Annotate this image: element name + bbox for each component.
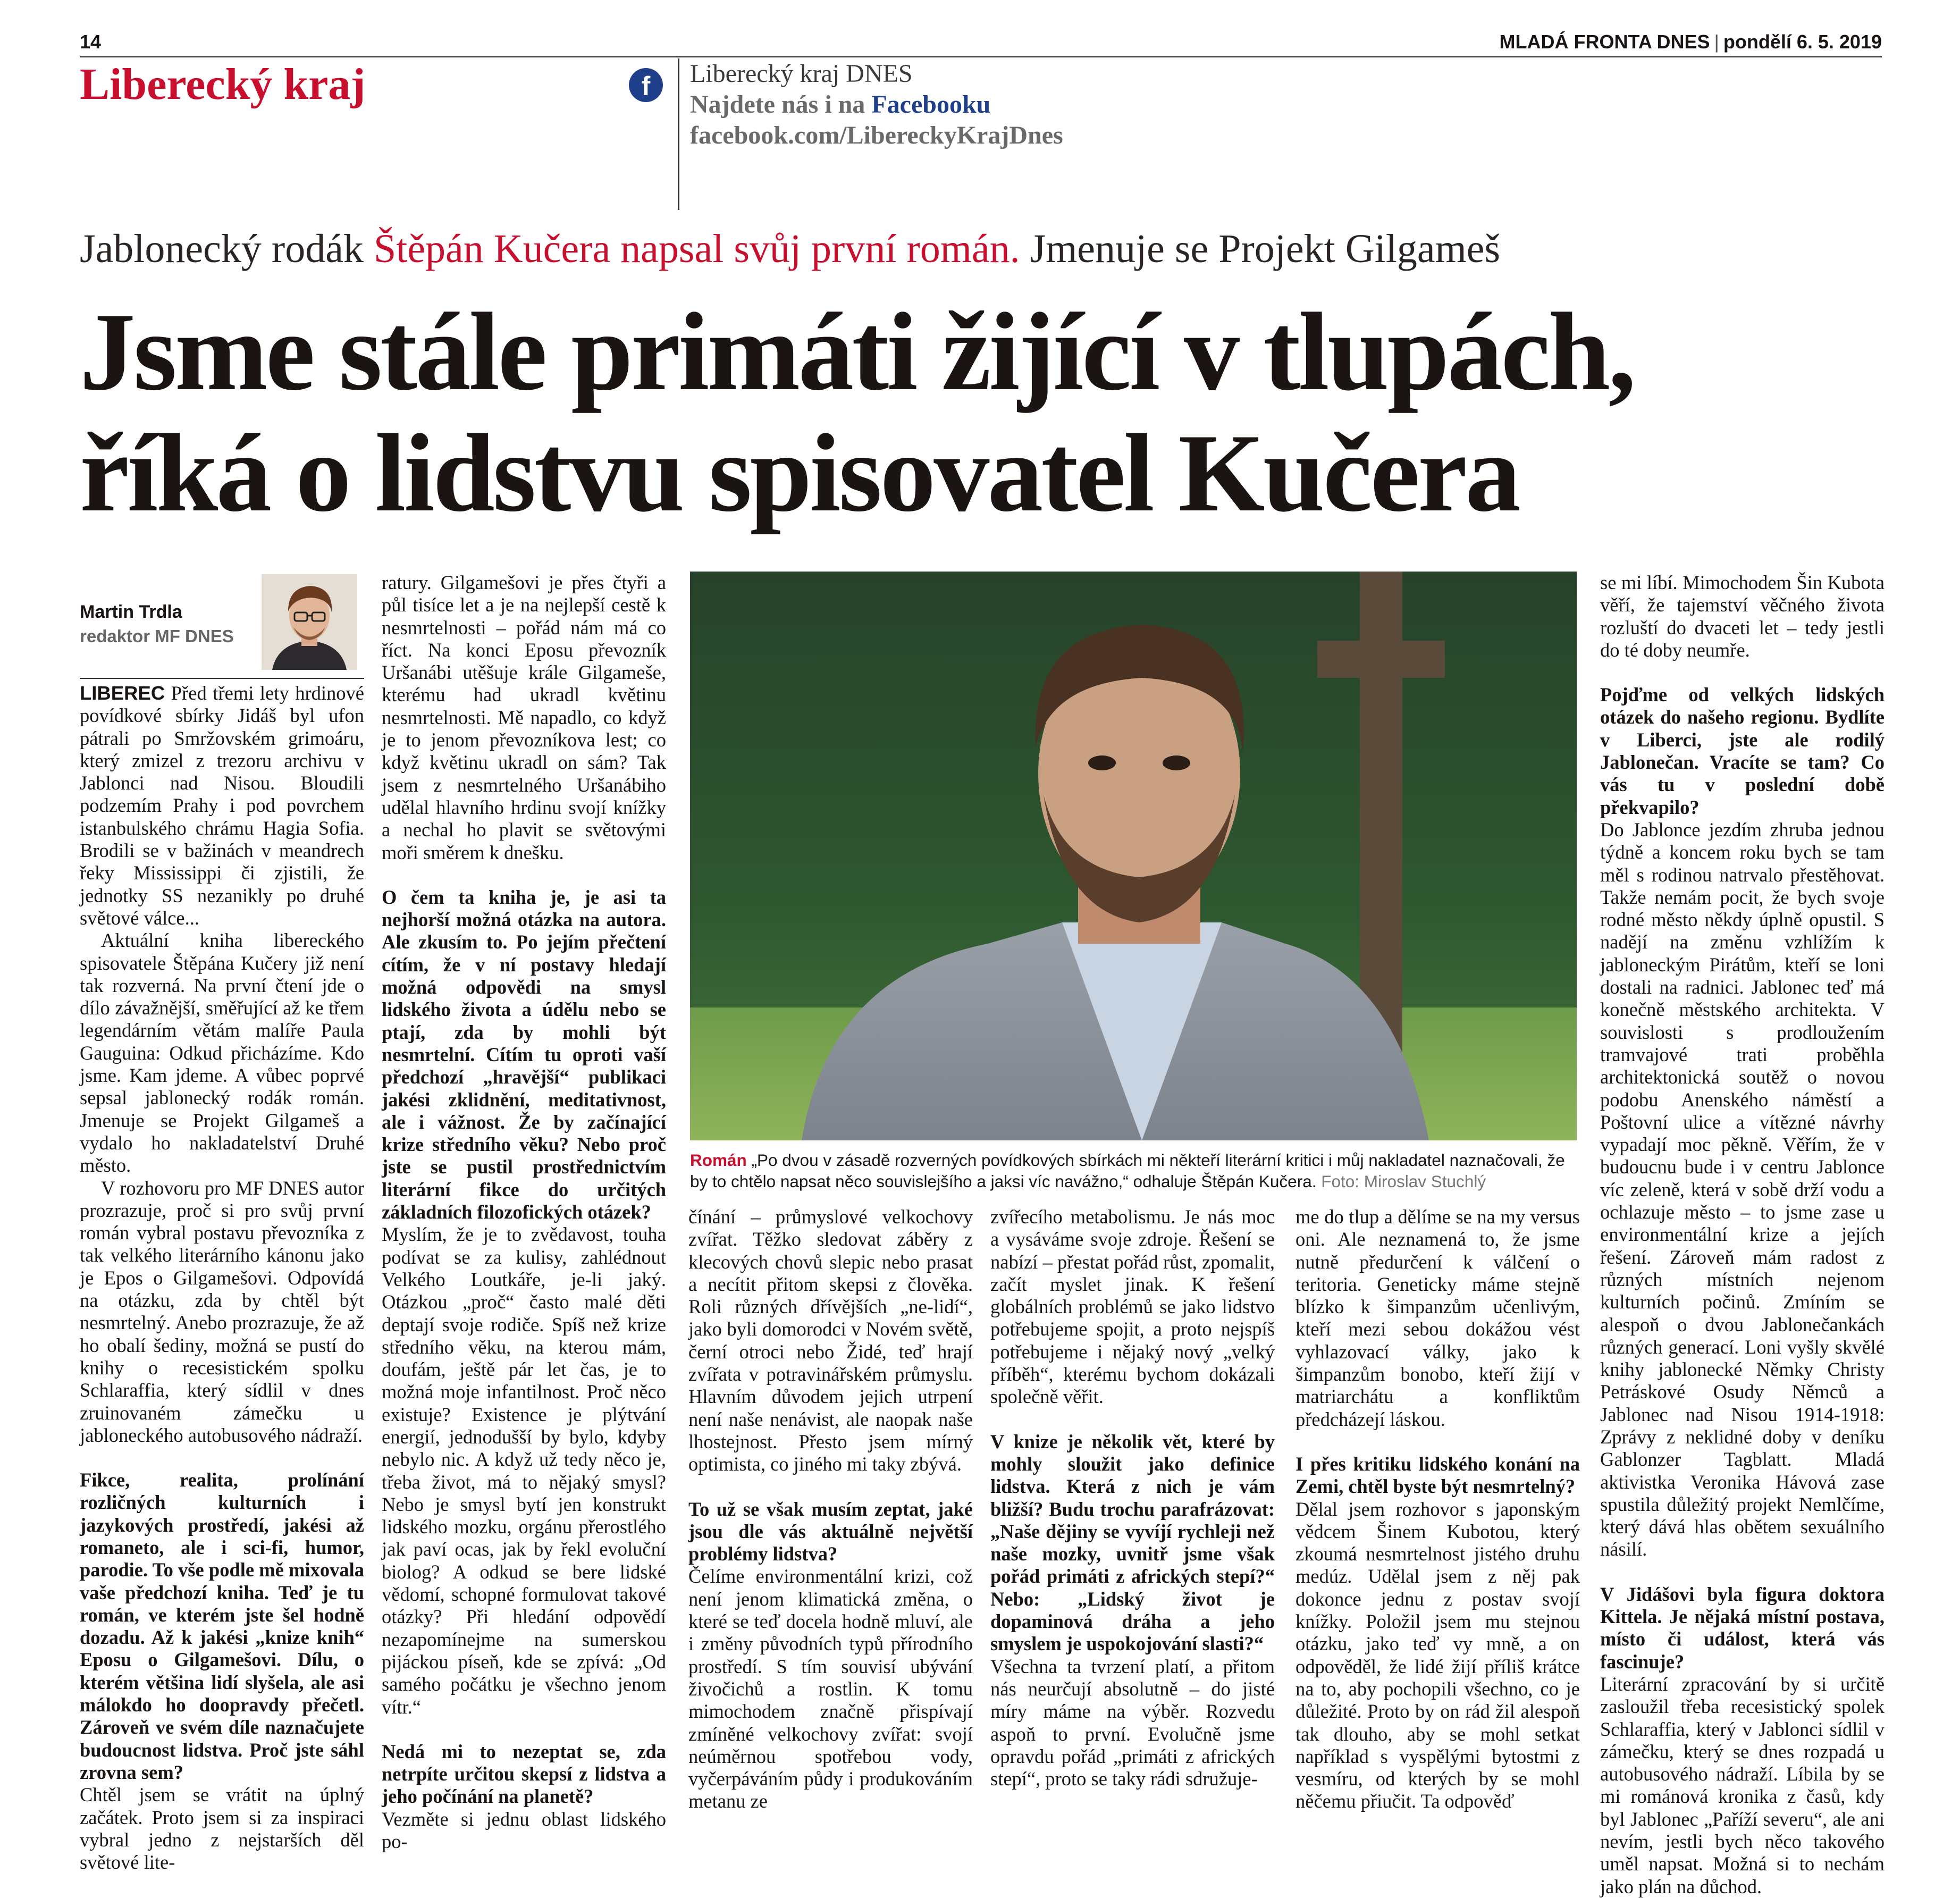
byline-rule — [80, 678, 364, 679]
author-photo — [262, 574, 357, 670]
facebook-promo-line — [690, 89, 1063, 120]
article-column-1 — [80, 682, 364, 1874]
paragraph: V rozhovoru pro MF DNES autor prozrazuje, proč si pro svůj první román vybral postavu převozníka z tak velkého literárního kánonu jako je Epos o Gilgamešovi. Odpovídá na otázku, zda by chtěl být nesmrtelný. Anebo prozrazuje, že až ho obalí šediny, možná se pustí do knihy o recesistickém spolku Schlaraffia, který sídlil v dnes zruinovaném zámečku u jabloneckého autobusového nádraží. — [80, 1177, 364, 1446]
interview-answer: čínání – průmyslové velkochovy zvířat. Těžko sledovat záběry z klecových chovů slepic nebo prasat a necítit přitom skepsi z člověka. Roli různých dřívějších „ne-lidí“, jako byli domorodci v Novém světě, černí otroci nebo Židé, teď hrají zvířata v potravinářském průmyslu. Hlavním důvodem jejich utrpení není naše nenávist, ale naopak naše lhostejnost. Přesto jsem mírný optimista, co jiného mi taky zbývá. — [688, 1206, 973, 1475]
main-photo — [690, 572, 1577, 1140]
headline — [80, 291, 1887, 534]
interview-answer: Čelíme environmentální krizi, což není jenom klimatická změna, o které se teď docela hodně mluví, ale i změny původních typů přírodního prostředí. S tím souvisí ubývání živočichů a rostlin. K tomu mimochodem značně přispívají zmíněné velkochovy zvířat: svojí neúměrnou spotřebou vody, vyčerpáváním půdy i produkováním metanu ze — [688, 1565, 973, 1812]
article-column-2 — [382, 572, 666, 1853]
article-column-3 — [688, 1206, 973, 1813]
kicker-highlight: Štěpán Kučera napsal svůj první román. — [373, 226, 1020, 271]
portrait-photo — [690, 572, 1577, 1140]
paragraph-text: Před třemi lety hrdinové povídkové sbírky Jidáš byl ufon pátrali po Smržovském grimoáru, který zmizel z trezoru archivu v Jablonci nad Nisou. Bloudili podzemím Prahy i pod povrchem istanbulského chrámu Hagia Sofia. Brodili se v bažinách v meandrech řeky Mississippi či zjistili, že jednotky SS nezanikly po druhé světové válce... — [80, 682, 364, 929]
facebook-url: facebook.com/LibereckyKrajDnes — [690, 121, 1063, 149]
facebook-icon: f — [629, 68, 663, 102]
author-role: redaktor MF DNES — [80, 626, 234, 646]
headline-line: říká o lidstvu spisovatel Kučera — [80, 411, 1519, 535]
article-column-5 — [1296, 1206, 1580, 1813]
section-title: Liberecký kraj — [80, 60, 366, 109]
divider — [678, 58, 679, 210]
caption-text: „Po dvou v zásadě rozverných povídkových sbírkách mi někteří literární kritici i můj nakladatel naznačovali, že by to chtělo napsat něco souvislejšího a jaksi víc navážno,“ odhaluje Štěpán Kučera. — [690, 1150, 1565, 1191]
interview-question: Fikce, realita, prolínání rozličných kulturních i jazykových prostředí, jakési až romaneto, ale i sci-fi, humor, parodie. To vše podle mě mixovala vaše předchozí kniha. Teď je tu román, ve kterém jste šel hodně dozadu. Až k jakési „knize knih“ Eposu o Gilgamešovi. Dílu, o kterém většina lidí slyšela, ale asi málokdo ho doopravdy přečetl. Zároveň ve svém díle naznačujete budoucnost lidstva. Proč jste sáhl zrovna sem? — [80, 1469, 364, 1783]
page-number: 14 — [80, 31, 102, 53]
kicker-start: Jablonecký rodák — [80, 226, 374, 271]
facebook-name: Facebooku — [871, 90, 991, 119]
photo-caption — [690, 1149, 1577, 1192]
interview-answer: ratury. Gilgamešovi je přes čtyři a půl tisíce let a je na nejlepší cestě k nesmrtelnosti – pořád nám má co říct. Na konci Eposu převozník Uršanábi utěšuje krále Gilgameše, kterému had ukradl květinu nesmrtelnosti. Mě napadlo, co když je to jenom převozníkova lest; co když květinu ukradl on sám? Tak jsem z nesmrtelného Uršanábiho udělal hlavního hrdinu svojí knížky a nechal ho plavit se světovými moři směrem k dnešku. — [382, 572, 666, 863]
interview-question: O čem ta kniha je, je asi ta nejhorší možná otázka na autora. Ale zkusím to. Po jejím přečtení cítím, že v ní postavy hledají možná odpovědi na smysl lidského života a údělu nebo se ptají, zda by mohli být nesmrtelní. Cítím tu oproti vaší předchozí „hravější“ publikaci jakési zklidnění, meditativnost, ale i vážnost. Že by začínající krize středního věku? Nebo proč jste se pustil prostřednictvím literární fikce do určitých základních filozofických otázek? — [382, 886, 666, 1223]
interview-question: V Jidášovi byla figura doktora Kittela. Je nějaká místní postava, místo či událost, která vás fascinuje? — [1600, 1583, 1885, 1673]
facebook-promo — [690, 58, 1063, 151]
author-portrait — [262, 574, 357, 670]
caption-label: Román — [690, 1150, 747, 1170]
interview-answer: Myslím, že je to zvědavost, touha podívat se za kulisy, zahlédnout Velkého Loutkáře, je-li jaký. Otázkou „proč“ často malé děti deptají svoje rodiče. Spíš než krize středního věku, na kterou mám, doufám, ještě pár let čas, je to možná moje infantilnost. Proč něco existuje? Existence je plýtvání energií, jednodušší by bylo, kdyby nebylo nic. A když už tedy něco je, třeba život, má to nějaký smysl? Nebo je smysl bytí jen konstrukt lidského mozku, orgánu přerostlého jak paví ocas, jak by řekl evoluční biolog? A odkud se bere lidské vědomí, schopné formulovat takové otázky? Při hledání odpovědí nezapomínejme na sumerskou pijáckou píseň, kde se zpívá: „Od samého počátku je všechno jenom vítr.“ — [382, 1223, 666, 1718]
publication-name: MLADÁ FRONTA DNES — [1499, 31, 1710, 53]
dateline: LIBEREC — [80, 682, 165, 704]
article-column-6 — [1600, 572, 1885, 1898]
facebook-promo-prefix: Najdete nás i na — [690, 90, 872, 119]
facebook-promo-title: Liberecký kraj DNES — [690, 60, 913, 88]
interview-answer: se mi líbí. Mimochodem Šin Kubota věří, že tajemství věčného života rozluští do dvaceti let – tedy jestli do té doby neumře. — [1600, 572, 1885, 661]
kicker — [80, 226, 1500, 272]
interview-answer: zvířecího metabolismu. Je nás moc a vysáváme svoje zdroje. Řešení se nabízí – přestat pořád růst, zpomalit, začít myslet jinak. K řešení globálních problémů se jako lidstvo potřebujeme spojit, a proto nejspíš potřebujeme i nějaký nový „velký příběh“, kterému bychom dokázali společně věřit. — [990, 1206, 1275, 1408]
author-name: Martin Trdla — [80, 602, 182, 622]
interview-question: Nedá mi to nezeptat se, zda netrpíte určitou skepsí z lidstva a jeho počínání na planetě? — [382, 1740, 666, 1808]
interview-answer: Chtěl jsem se vrátit na úplný začátek. Proto jsem si za inspiraci vybral jedno z nejstarších děl světové lite- — [80, 1784, 364, 1874]
interview-answer: Všechna ta tvrzení platí, a přitom nás neurčují absolutně – do jisté míry máme na výběr. Rozvedu aspoň to první. Evolučně jsme opravdu pořád „primáti z afrických stepí“, proto se taky rádi sdružuje- — [990, 1655, 1275, 1790]
masthead-separator: | — [1714, 31, 1719, 53]
paragraph — [80, 682, 364, 929]
article-column-4 — [990, 1206, 1275, 1790]
interview-answer: Literární zpracování by si určitě zasloužil třeba recesistický spolek Schlaraffia, který v Jablonci sídlil v zámečku, který se dnes rozpadá u autobusového nádraží. Líbila by se mi románová kronika z časů, kdy byl Jablonec „Paříží severu“, ale ani nevím, jestli bych něco takového uměl napsat. Možná si to nechám jako plán na důchod. — [1600, 1673, 1885, 1897]
masthead — [1500, 31, 1882, 53]
issue-date: pondělí 6. 5. 2019 — [1723, 31, 1882, 53]
interview-question: Pojďme od velkých lidských otázek do našeho regionu. Bydlíte v Liberci, jste ale rodilý Jablonečan. Vracíte se tam? Co vás tu v poslední době překvapilo? — [1600, 684, 1885, 818]
headline-line: Jsme stále primáti žijící v tlupách, — [80, 290, 1634, 414]
paragraph: Aktuální kniha libereckého spisovatele Štěpána Kučery již není tak rozverná. Na první čtení jde o dílo závažnější, směřující až ke třem legendárním větám malíře Paula Gauguina: Odkud přicházíme. Kdo jsme. Kam jdeme. A vůbec poprvé sepsal jablonecký rodák román. Jmenuje se Projekt Gilgameš a vydalo ho nakladatelství Druhé město. — [80, 929, 364, 1177]
photo-credit: Foto: Miroslav Stuchlý — [1316, 1172, 1486, 1191]
interview-question: I přes kritiku lidského konání na Zemi, chtěl byste být nesmrtelný? — [1296, 1452, 1580, 1498]
page-header — [80, 31, 1882, 57]
interview-answer: Vezměte si jednu oblast lidského po- — [382, 1808, 666, 1853]
interview-answer: me do tlup a dělíme se na my versus oni. Ale neznamená to, že jsme nutně předurčení k válčení o teritoria. Geneticky máme stejně blízko k šimpanzům učenlivým, kteří mezi sebou dokážou vést vyhlazovací války, jako k šimpanzům bonobo, kteří žijí v matriarchátu a konfliktům předcházejí láskou. — [1296, 1206, 1580, 1430]
kicker-end: Jmenuje se Projekt Gilgameš — [1020, 226, 1500, 271]
interview-answer: Dělal jsem rozhovor s japonským vědcem Šinem Kubotou, který zkoumá nesmrtelnost jistého druhu medúz. Udělal jsem z něj pak dokonce jednu z postav svojí knížky. Položil jsem mu stejnou otázku, jako teď vy mně, a on odpověděl, že lidé žijí příliš krátce na to, aby pochopili všechno, co je důležité. Proto by on rád žil alespoň tak dlouho, aby se mohl setkat například s vyspělými bytostmi z vesmíru, od kterých by se mohl něčemu přiučit. Ta odpověď — [1296, 1498, 1580, 1812]
interview-question: To už se však musím zeptat, jaké jsou dle vás aktuálně největší problémy lidstva? — [688, 1498, 973, 1565]
interview-answer: Do Jablonce jezdím zhruba jednou týdně a koncem roku bych se tam měl s rodinou natrvalo přestěhovat. Takže nemám pocit, že bych svoje rodné město někdy úplně opustil. S nadějí na změnu vzhlížím k jabloneckým Pirátům, kteří se loni dostali na radnici. Jablonec teď má konečně městského architekta. V souvislosti s prodloužením tramvajové trati proběhla architektonická soutěž o novou podobu Anenského náměstí a Poštovní ulice a vítězné návrhy vypadají moc pěkně. Věřím, že v budoucnu bude i v centru Jablonce víc zeleně, která v sobě drží vodu a ochlazuje město – to jsme zase u environmentální krize a jejích řešení. Zároveň mám radost z různých místních nejenom kulturních počinů. Zmíním se alespoň o dvou Jablonečankách různých generací. Loni vyšly skvělé knihy jablonecké Němky Christy Petráskové Osudy Němců a Jablonec nad Nisou 1914-1918: Zprávy z neklidné doby v deníku Gablonzer Tagblatt. Mladá aktivistka Veronika Hávová zase spustila důležitý projekt Nemlčíme, který dává hlas obětem sexuálního násilí. — [1600, 818, 1885, 1560]
interview-question: V knize je několik vět, které by mohly sloužit jako definice lidstva. Která z nich je vám bližší? Budu trochu parafrázovat: „Naše dějiny se vyvíjí rychleji než naše mozky, uvnitř jsme však pořád primáti z afrických stepí?“ Nebo: „Lidský život je dopaminová dráha a jeho smyslem je uspokojování slasti?“ — [990, 1430, 1275, 1655]
